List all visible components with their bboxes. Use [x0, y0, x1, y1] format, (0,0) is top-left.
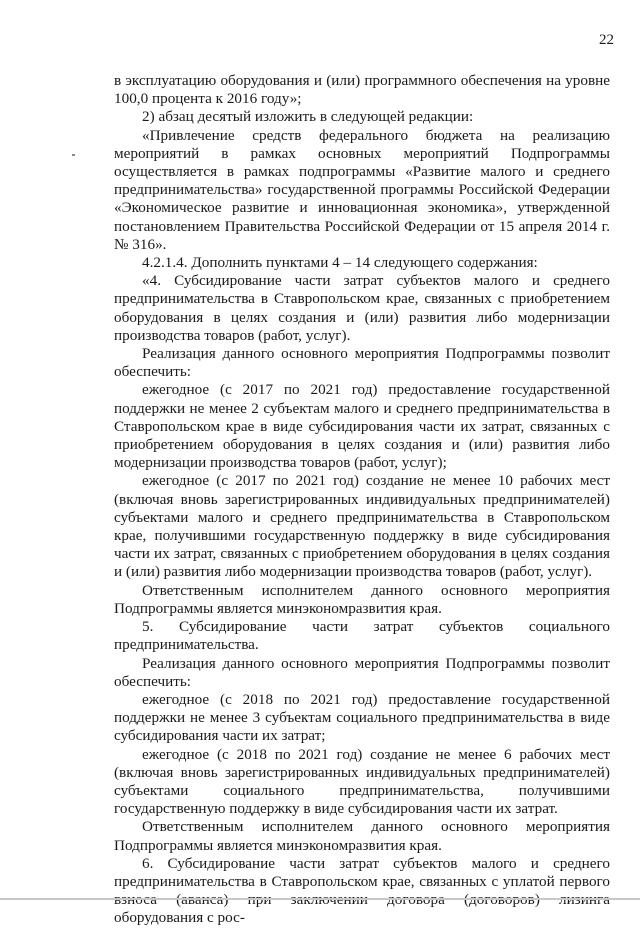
paragraph-amendment-2: 2) абзац десятый изложить в следующей редакции:	[142, 108, 474, 126]
paragraph-jobs-4: ежегодное (с 2017 по 2021 год) создание не менее 10 рабочих мест (включая вновь зарегистрированных индивидуальных предпринимателей) субъектами малого и среднего предпринимательства в Ставропольском крае, получившими государственную поддержку в виде субсидирования части их затрат, связанных с приобретением оборудования в целях создания и (или) развития либо модернизации производства товаров (работ, услуг).	[114, 472, 610, 581]
paragraph-item-6: 6. Субсидирование части затрат субъектов малого и среднего предпринимательства в Ставропольском крае, связанных с уплатой первого оборудования с рос-	[114, 854, 610, 927]
paragraph-item-5: 5. Субсидирование части затрат субъектов социального предпринимательства.	[114, 618, 610, 654]
paragraph-responsible-4: Ответственным исполнителем данного основного мероприятия Подпрограммы является минэкономразвития края.	[114, 581, 610, 617]
page-number: 22	[599, 32, 614, 48]
document-body	[114, 72, 610, 928]
paragraph-federal-budget: «Привлечение средств федерального бюджета на реализацию мероприятий в рамках основных мероприятий Подпрограммы осуществляется в рамках подпрограммы «Развитие малого и среднего предпринимательства» государственной программы Российской Федерации «Экономическое развитие и инновационная экономика», утвержденной постановлением Правительства Российской Федерации от 15 апреля 2014 г. № 316».	[114, 126, 610, 253]
paragraph-implementation-4: Реализация данного основного мероприятия Подпрограммы позволит обеспечить:	[114, 345, 610, 381]
scan-edge-line	[0, 898, 640, 900]
paragraph-implementation-5: Реализация данного основного мероприятия Подпрограммы позволит обеспечить:	[114, 654, 610, 690]
paragraph-support-5: ежегодное (с 2018 по 2021 год) предоставление государственной поддержки не менее 3 субъектам социального предпринимательства в виде субсидирования части их затрат;	[114, 690, 610, 745]
paragraph-support-4: ежегодное (с 2017 по 2021 год) предоставление государственной поддержки не менее 2 субъектам малого и среднего предпринимательства в Ставропольском крае в виде субсидирования части их затрат, связанных с приобретением оборудования в целях создания и (или) развития либо модернизации производства товаров (работ, услуг);	[114, 381, 610, 472]
paragraph-continuation: в эксплуатацию оборудования и (или) программного обеспечения на уровне 100,0 процента к 2016 году»;	[114, 72, 610, 108]
paragraph-4-2-1-4: 4.2.1.4. Дополнить пунктами 4 – 14 следующего содержания:	[142, 254, 538, 272]
paragraph-responsible-5: Ответственным исполнителем данного основного мероприятия Подпрограммы является минэкономразвития края.	[114, 818, 610, 854]
paragraph-jobs-5: ежегодное (с 2018 по 2021 год) создание не менее 6 рабочих мест (включая вновь зарегистрированных индивидуальных предпринимателей) субъектами социального предпринимательства, получившими государственную поддержку в виде субсидирования части их затрат.	[114, 745, 610, 818]
paragraph-item-4: «4. Субсидирование части затрат субъектов малого и среднего предпринимательства в Ставропольском крае, связанных с приобретением оборудования в целях создания и (или) развития либо модернизации производства товаров (работ, услуг).	[114, 272, 610, 344]
margin-mark	[72, 154, 75, 156]
